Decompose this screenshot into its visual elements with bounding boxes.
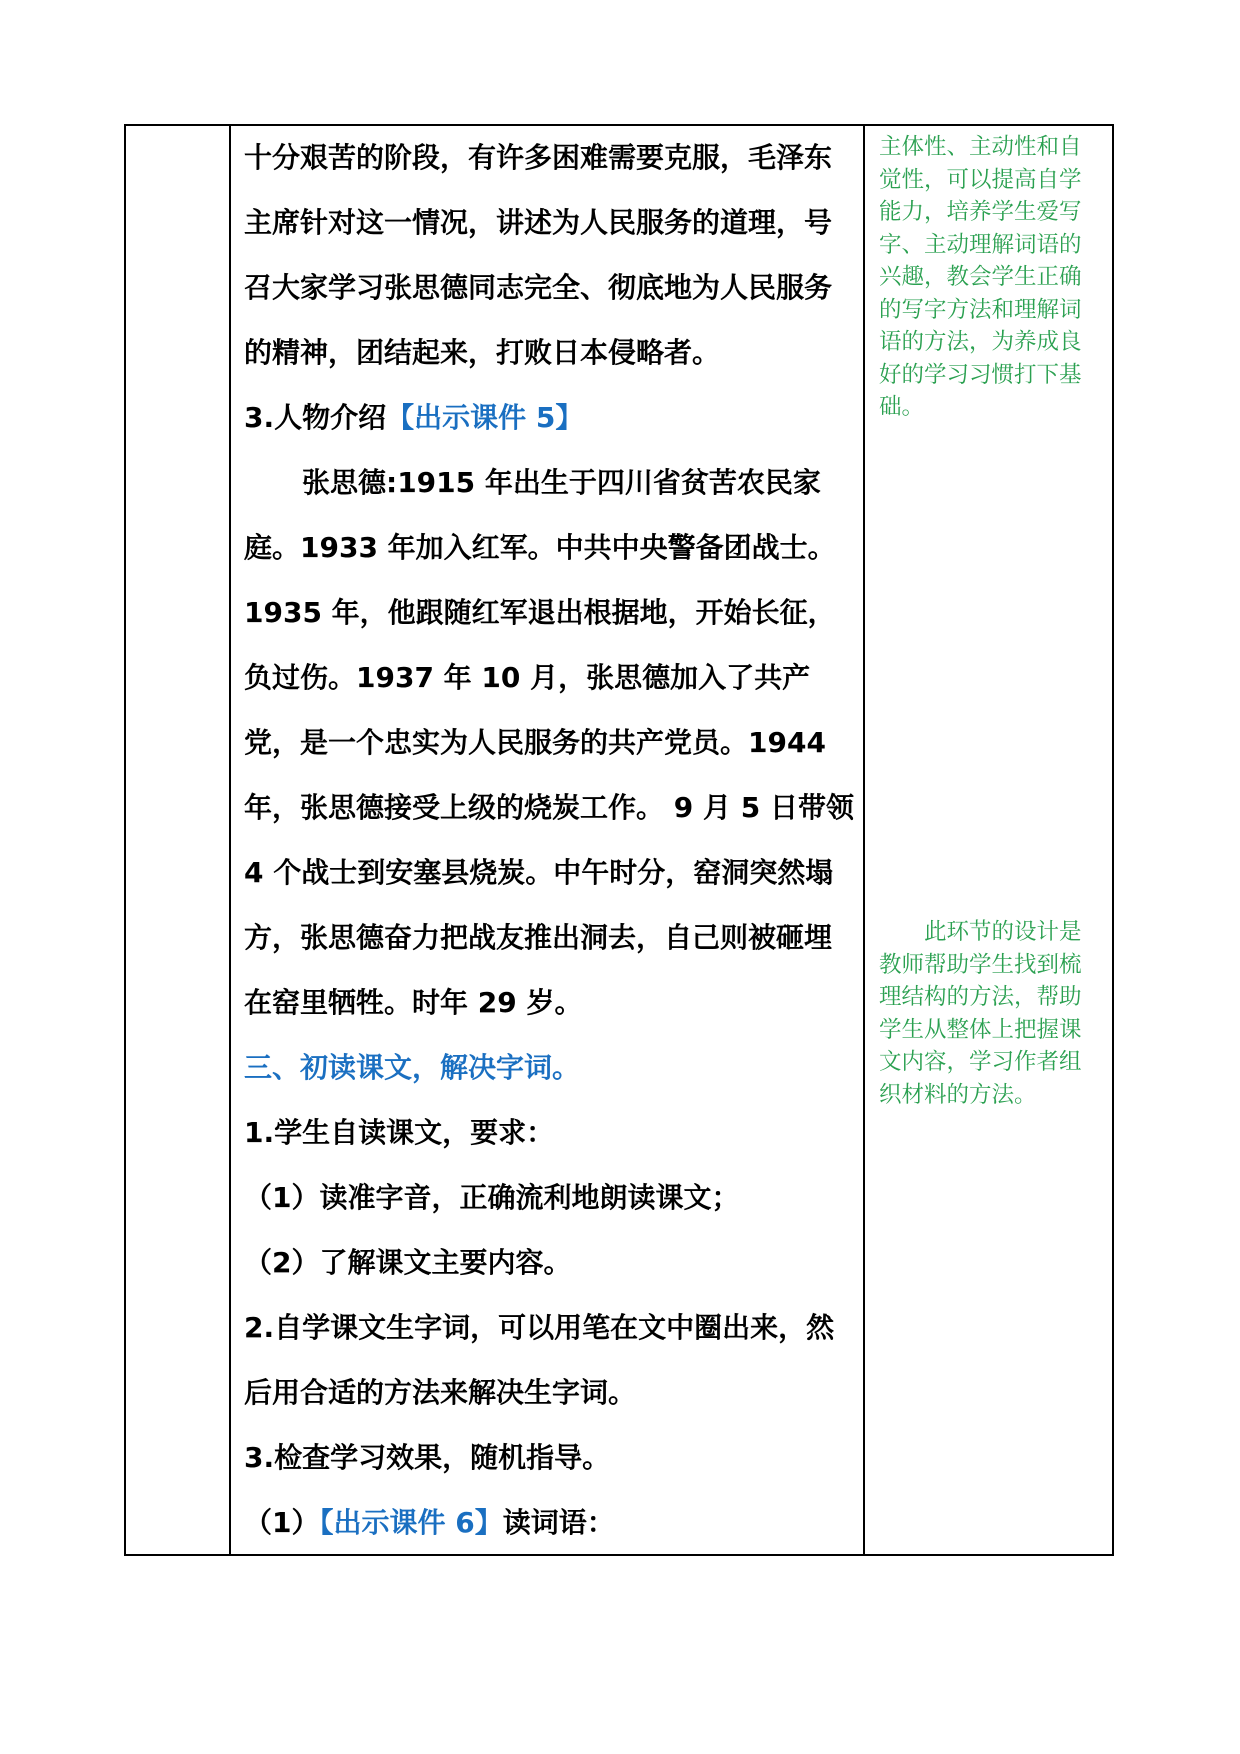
paragraph-line: 在窑里牺牲。时年 29 岁。 bbox=[244, 986, 583, 1019]
courseware-tag: 【出示课件 6】 bbox=[319, 1506, 503, 1539]
design-note-2 bbox=[879, 916, 1107, 1111]
paragraph-line: 方，张思德奋力把战友推出洞去，自己则被砸埋 bbox=[244, 921, 833, 954]
paragraph-line: 2.自学课文生字词，可以用笔在文中圈出来，然 bbox=[244, 1311, 835, 1344]
note-line: 此环节的设计是 bbox=[879, 919, 1082, 945]
column-divider-right bbox=[863, 126, 865, 1554]
column-divider-left bbox=[229, 126, 231, 1554]
paragraph-line: 后用合适的方法来解决生字词。 bbox=[244, 1376, 637, 1409]
courseware-tag: 【出示课件 5】 bbox=[386, 401, 584, 434]
paragraph-line: 4 个战士到安塞县烧炭。中午时分，窑洞突然塌 bbox=[244, 856, 834, 889]
paragraph-line: 庭。1933 年加入红军。中共中央警备团战士。 bbox=[244, 531, 836, 564]
note-line: 觉性，可以提高自学 bbox=[879, 166, 1082, 193]
paragraph-line: 年，张思德接受上级的烧炭工作。 9 月 5 日带领 bbox=[244, 791, 854, 824]
note-line: 字、主动理解词语的 bbox=[879, 231, 1082, 258]
note-line: 主体性、主动性和自 bbox=[879, 134, 1082, 160]
note-line: 的写字方法和理解词 bbox=[879, 296, 1082, 323]
note-line: 文内容，学习作者组 bbox=[879, 1049, 1082, 1075]
section-heading-character-intro bbox=[244, 398, 583, 438]
paragraph-line: 党，是一个忠实为人民服务的共产党员。1944 bbox=[244, 726, 826, 759]
heading-text: 3.人物介绍 bbox=[244, 401, 387, 434]
note-line: 础。 bbox=[879, 394, 925, 420]
note-line: 理结构的方法，帮助 bbox=[879, 984, 1082, 1010]
paragraph-line: 负过伤。1937 年 10 月，张思德加入了共产 bbox=[244, 661, 811, 694]
list-item: （2）了解课文主要内容。 bbox=[244, 1246, 572, 1279]
list-item: （1）读准字音，正确流利地朗读课文； bbox=[244, 1181, 740, 1214]
paragraph-line: 1.学生自读课文，要求： bbox=[244, 1116, 555, 1149]
section-heading-first-reading: 三、初读课文，解决字词。 bbox=[244, 1051, 581, 1084]
design-note-1 bbox=[879, 131, 1107, 424]
note-line: 织材料的方法。 bbox=[879, 1081, 1037, 1108]
paragraph-line: 的精神，团结起来，打败日本侵略者。 bbox=[244, 336, 721, 369]
list-item-read-words bbox=[244, 1503, 615, 1543]
paragraph-line: 十分艰苦的阶段，有许多困难需要克服，毛泽东 bbox=[244, 141, 833, 174]
lesson-table bbox=[124, 124, 1114, 1556]
note-line: 语的方法，为养成良 bbox=[879, 329, 1082, 355]
note-line: 兴趣，教会学生正确 bbox=[879, 264, 1082, 290]
note-line: 好的学习习惯打下基 bbox=[879, 361, 1082, 388]
paragraph-line: 1935 年，他跟随红军退出根据地，开始长征， bbox=[244, 596, 836, 629]
list-marker: （1） bbox=[244, 1506, 320, 1539]
paragraph-line: 召大家学习张思德同志完全、彻底地为人民服务 bbox=[244, 271, 833, 304]
list-text: 读词语： bbox=[502, 1506, 615, 1539]
note-line: 教师帮助学生找到梳 bbox=[879, 951, 1082, 978]
note-line: 学生从整体上把握课 bbox=[879, 1016, 1082, 1043]
note-line: 能力，培养学生爱写 bbox=[879, 199, 1082, 225]
paragraph-line: 3.检查学习效果，随机指导。 bbox=[244, 1441, 611, 1474]
paragraph-line: 张思德:1915 年出生于四川省贫苦农民家 bbox=[302, 466, 821, 499]
paragraph-line: 主席针对这一情况，讲述为人民服务的道理，号 bbox=[244, 206, 833, 239]
